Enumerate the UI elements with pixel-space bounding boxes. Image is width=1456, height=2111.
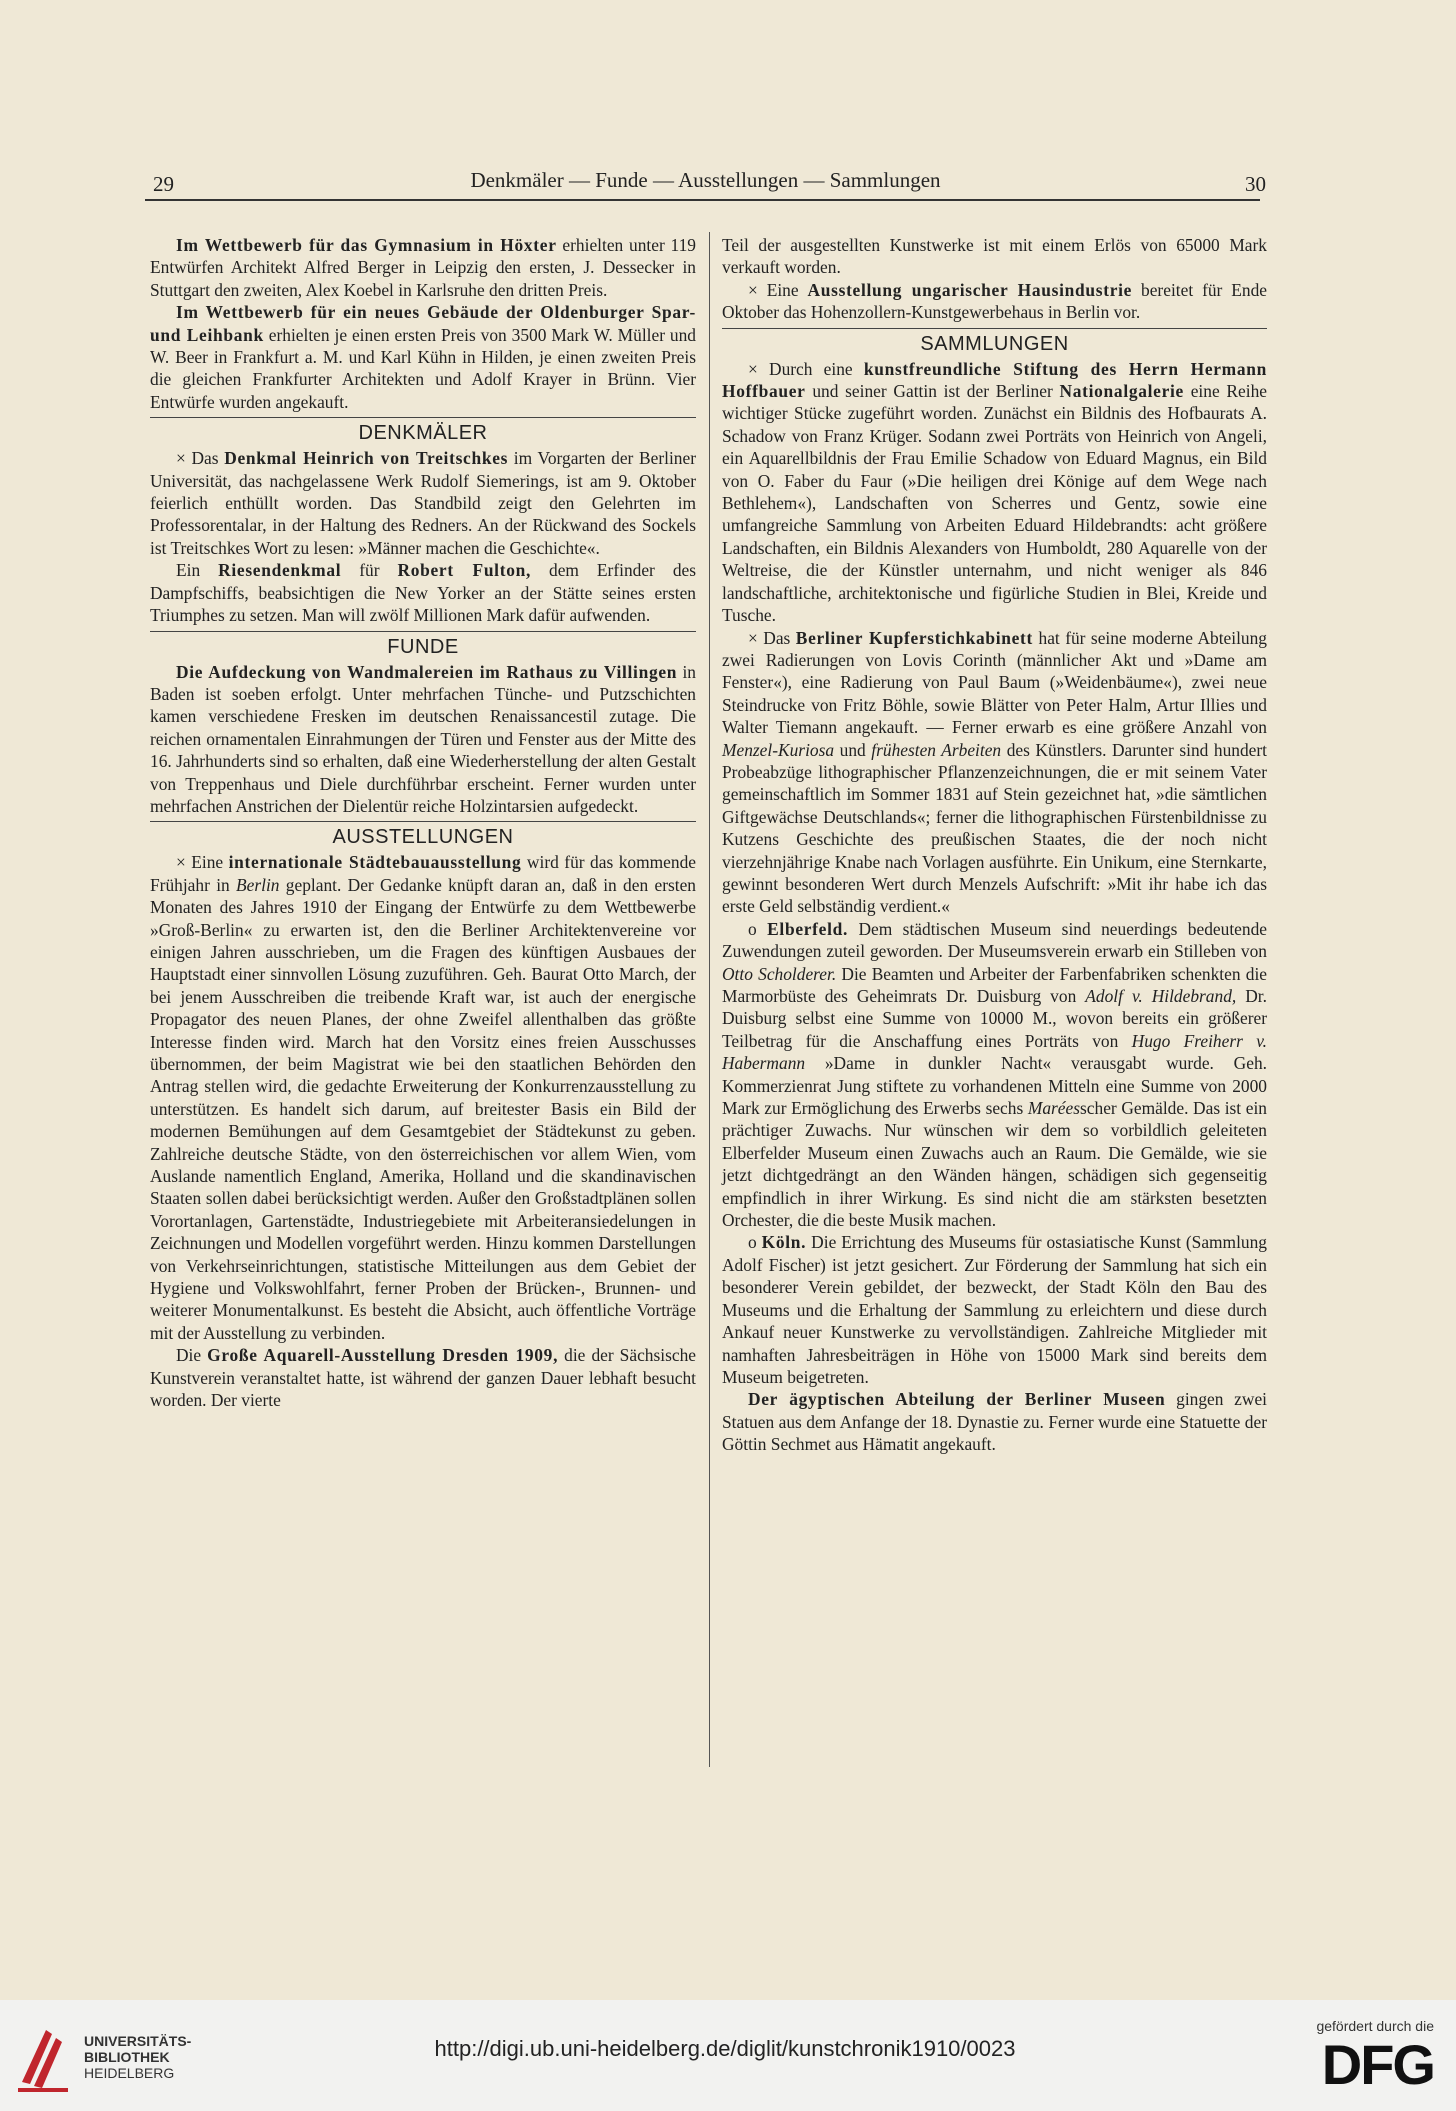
page-number-right: 30 [1245,172,1266,196]
paragraph: Die Große Aquarell-Ausstellung Dresden 1909, die der Sächsische Kunstverein veranstaltet hatte, ist während der ganzen Dauer lebhaft besucht worden. Der vierte [150,1345,696,1411]
permalink-url[interactable]: http://digi.ub.uni-heidelberg.de/diglit/kunstchronik1910/0023 [434,2036,1016,2061]
section-heading-sammlungen: SAMMLUNGEN [722,328,1267,355]
library-logo-icon [16,2022,74,2094]
paragraph: Teil der ausgestellten Kunstwerke ist mit einem Erlös von 65000 Mark verkauft worden. [722,235,1267,278]
paragraph: Im Wettbewerb für das Gymnasium in Höxter erhielten unter 119 Entwürfen Architekt Alfred Berger in Leipzig den ersten, J. Dessecker in Stuttgart den zweiten, Alex Koebel in Karlsruhe den dritten Preis. [150,235,696,300]
header-rule [145,199,1260,201]
paragraph: o Elberfeld. Dem städtischen Museum sind neuerdings bedeutende Zuwendungen zuteil geworden. Der Museumsverein erwarb ein Stilleben von Otto Scholderer. Die Beamten und Arbeiter der Farbenfabriken schenkten die Marmorbüste des Geheimrats Dr. Duisburg von Adolf v. Hildebrand, Dr. Duisburg selbst eine Summe von 10000 M., wovon bereits ein größerer Teilbetrag für die Anschaffung eines Porträts von Hugo Freiherr v. Habermann »Dame in dunkler Nacht« verausgabt wurde. Geh. Kommerzienrat Jung stiftete zu vorhandenen Mitteln eine Summe von 2000 Mark zur Ermöglichung des Erwerbs sechs Maréesscher Gemälde. Das ist ein prächtiger Zuwachs. Nur wünschen wir dem so vorbildlich geleiteten Elberfelder Museum einen Zuwachs auch an Raum. Die Gemälde, wie sie jetzt dichtgedrängt an den Wänden hängen, schädigen sich gegenseitig empfindlich in ihrer Wirkung. Es sind nicht die am stärksten besetzten Orchester, die die beste Musik machen. [722,918,1268,1231]
paragraph: × Das Berliner Kupferstichkabinett hat für seine moderne Abteilung zwei Radierungen von Lovis Corinth (männlicher Akt und »Dame am Fenster«), eine Radierung von Paul Baum (»Weidenbäume«), zwei neue Steindrucke von Fritz Böhle, sowie Blätter von Peter Halm, Artur Illies und Walter Tiemann angekauft. — Ferner erwarb es eine größere Anzahl von Menzel-Kuriosa und frühesten Arbeiten des Künstlers. Darunter sind hundert Probeabzüge lithographischer Pflanzenzeichnungen, die er mit seinem Vater gemeinschaftlich im Sommer 1831 auf Stein gezeichnet hat, »die sämtlichen Giftgewächse Deutschlands«; ferner die lithographischen Fürstenbildnisse zu Kutzens Geschichte des preußischen Staates, die der noch nicht vierzehnjährige Knabe nach Vorlagen ausführte. Ein Unikum, eine Sternkarte, gewinnt besonderen Wert durch Menzels Aufschrift: »Mit ihr habe ich das erste Geld selbständig verdient.« [722,627,1268,917]
paragraph: Die Aufdeckung von Wandmalereien im Rathaus zu Villingen in Baden ist soeben erfolgt. Unter mehrfachen Tünche- und Putzschichten kamen verschiedene Fresken im deutschen Renaissancestil zutage. Die reichen ornamentalen Einrahmungen der Türen und Fenster aus der Mitte des 16. Jahrhunderts sind so erhalten, daß eine Wiederherstellung der alten Gestalt von Treppenhaus und Diele durchführbar erscheint. Ferner wurden unter mehrfachen Anstrichen der Dielentür reiche Holzintarsien aufgedeckt. [150,661,696,816]
paragraph: o Köln. Die Errichtung des Museums für ostasiatische Kunst (Sammlung Adolf Fischer) ist jetzt gesichert. Zur Förderung der Sammlung hat sich ein besonderer Verein gebildet, der bezweckt, der Stadt Köln den Bau des Museums und die Erhaltung der Sammlung zu erleichtern und diese durch Ankauf neuer Kunstwerke zu vervollständigen. Zahlreiche Mitglieder mit namhaften Jahresbeiträgen in Höhe von 15000 Mark sind bereits dem Museum beigetreten. [722,1232,1268,1387]
paragraph: × Durch eine kunstfreundliche Stiftung des Herrn Hermann Hoffbauer und seiner Gattin ist der Berliner Nationalgalerie eine Reihe wichtiger Stücke zugeführt worden. Zunächst ein Bildnis des Hofbaurats A. Schadow von Franz Krüger. Sodann zwei Porträts von Heinrich von Angeli, ein Aquarellbildnis der Frau Emilie Schadow von Eduard Magnus, ein Bild von O. Faber du Faur (»Die heiligen drei Könige auf dem Wege nach Bethlehem«), Landschaften von Scherres und Gentz, sowie eine umfangreiche Sammlung von Arbeiten Eduard Hildebrandts: acht größere Landschaften, ein Bildnis Alexanders von Humboldt, 280 Aquarelle von der Weltreise, die der Künstler unternahm, und nicht weniger als 846 landschaftliche, architektonische und figürliche Studien in Blei, Kreide und Tusche. [722,358,1267,626]
paragraph: Im Wettbewerb für ein neues Gebäude der Oldenburger Spar- und Leihbank erhielten je einen ersten Preis von 3500 Mark W. Müller und W. Beer in Frankfurt a. M. und Karl Kühn in Hilden, je einen zweiten Preis die gleichen Frankfurter Architekten und Adolf Krayer in Brünn. Vier Entwürfe wurden angekauft. [150,302,696,412]
section-heading-funde: FUNDE [150,631,696,658]
paragraph: Der ägyptischen Abteilung der Berliner Museen gingen zwei Statuen aus dem Anfange der 18. Dynastie zu. Ferner wurde eine Statuette der Göttin Sechmet aus Hämatit angekauft. [722,1389,1267,1455]
paragraph: × Eine Ausstellung ungarischer Hausindustrie bereitet für Ende Oktober das Hohenzollern-Kunstgewerbehaus in Berlin vor. [722,279,1267,323]
running-title: Denkmäler — Funde — Ausstellungen — Sammlungen [470,168,941,192]
page-number-left: 29 [153,172,174,196]
paragraph: × Das Denkmal Heinrich von Treitschkes im Vorgarten der Berliner Universität, das nachgelassene Werk Rudolf Siemerings, ist am 9. Oktober feierlich enthüllt worden. Das Standbild zeigt den Gelehrten im Professorentalar, in der Haltung des Redners. An der Rückwand des Sockels ist Treitschkes Wort zu lesen: »Männer machen die Geschichte«. [150,448,696,558]
left-column [150,234,696,1412]
paragraph: × Eine internationale Städtebauausstellung wird für das kommende Frühjahr in Berlin geplant. Der Gedanke knüpft daran an, daß in den ersten Monaten des Jahres 1910 der Eingang der Entwürfe zu dem Wettbewerbe »Groß-Berlin« zu erwarten ist, den die Berliner Architektenvereine vor einigen Jahren ausschrieben, um die Fragen des künftigen Ausbaues der Hauptstadt einer sinnvollen Lösung zuzuführen. Geh. Baurat Otto March, der bei jenem Ausschreiben die treibende Kraft war, ist auch der energische Propagator des neuen Planes, der ohne Zweifel allenthalben das größte Interesse finden wird. March hat den Vorsitz eines freien Ausschusses übernommen, der beim Magistrat wie bei den staatlichen Behörden den Antrag stellen wird, die gedachte Erweiterung der Konkurrenzausstellung zu unterstützen. Es handelt sich darum, auf breitester Basis ein Bild der modernen Bemühungen auf dem Gesamtgebiet der Städtekunst zu geben. Zahlreiche deutsche Städte, von den österreichischen vor allem Wien, vom Auslande namentlich England, Amerika, Holland und die skandinavischen Staaten sollen dabei berücksichtigt werden. Außer den Großstadtplänen sollen Vorortanlagen, Gartenstädte, Industriegebiete mit Arbeiteransiedelungen in Zeichnungen und Modellen vorgeführt werden. Hinzu kommen Darstellungen von Verkehrseinrichtungen, statistische Mitteilungen aus dem Gebiet der Hygiene und Volkswohlfahrt, ferner Proben der Brücken-, Brunnen- und weiterer Monumentalkunst. Es besteht die Absicht, auch öffentliche Vorträge mit der Ausstellung zu verbinden. [150,852,696,1343]
library-name: UNIVERSITÄTS- BIBLIOTHEK HEIDELBERG [84,2033,192,2081]
section-heading-denkmaeler: DENKMÄLER [150,417,696,444]
paragraph: Ein Riesendenkmal für Robert Fulton, dem Erfinder des Dampfschiffs, beabsichtigen die New Yorker an der Stätte seines ersten Triumphes zu setzen. Man will zwölf Millionen Mark dafür aufwenden. [150,560,696,626]
dfg-logo: DFG [1321,2033,1434,2096]
running-header [145,168,1266,202]
right-column [722,234,1267,1456]
column-divider [709,232,710,1767]
funding-text: gefördert durch die [1316,2018,1434,2034]
section-heading-ausstellungen: AUSSTELLUNGEN [150,821,696,848]
